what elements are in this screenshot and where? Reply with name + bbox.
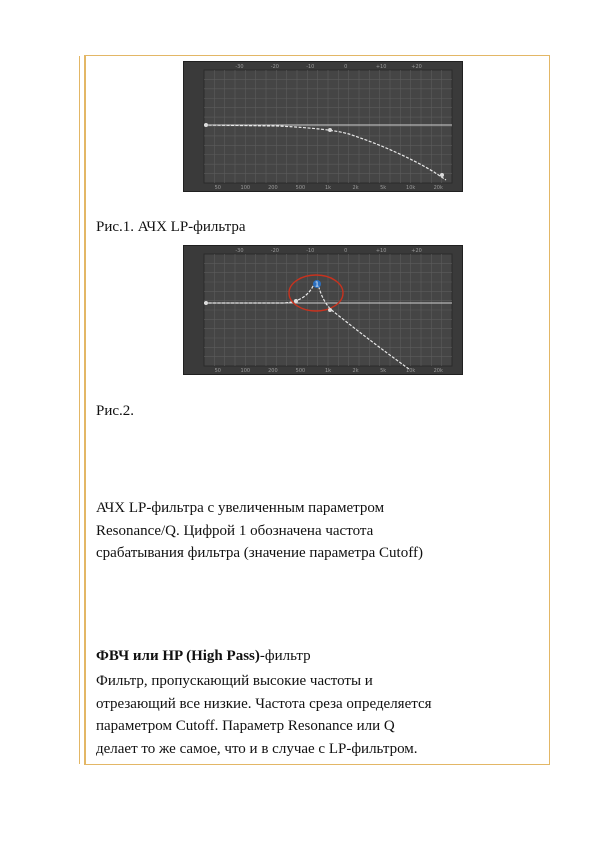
hp-heading-suffix: -фильтр <box>259 648 311 664</box>
description-line: срабатывания фильтра (значение параметра Cutoff) <box>96 545 423 561</box>
description-line: АЧХ LP-фильтра с увеличенным параметром <box>96 500 385 516</box>
top-tick-label: -10 <box>306 64 315 70</box>
bottom-tick-label: 5k <box>380 185 387 191</box>
description-line: Resonance/Q. Цифрой 1 обозначена частота <box>96 522 374 539</box>
paragraph-line: делает то же самое, что и в случае с LP-фильтром. <box>96 740 418 757</box>
curve-handle <box>204 301 208 305</box>
top-tick-label: 0 <box>344 64 348 70</box>
bottom-tick-label: 500 <box>295 368 306 374</box>
bottom-tick-label: 200 <box>268 185 278 191</box>
bottom-tick-label: 500 <box>295 185 306 191</box>
bottom-tick-label: 50 <box>214 368 221 374</box>
top-tick-label: -20 <box>270 248 279 254</box>
curve-handle <box>294 299 298 303</box>
bottom-tick-label: 1k <box>324 368 332 374</box>
hp-heading-bold: ФВЧ или HP (High Pass) <box>96 648 260 664</box>
hp-filter-paragraph <box>96 670 548 760</box>
figure-2-plot <box>183 245 463 375</box>
bottom-tick-label: 10k <box>406 185 416 191</box>
bottom-tick-label: 20k <box>433 368 443 374</box>
paragraph-line: отрезающий все низкие. Частота среза определяется <box>96 695 432 712</box>
bottom-tick-label: 20k <box>433 185 443 191</box>
lp-frequency-response-graph <box>184 62 462 191</box>
curve-handle <box>328 308 332 312</box>
figure-2-caption: Рис.2. <box>96 403 135 419</box>
figure-1-caption: Рис.1. АЧХ LP-фильтра <box>96 219 246 235</box>
bottom-tick-label: 5k <box>380 368 387 374</box>
figure-1-plot <box>183 61 463 192</box>
top-tick-label: +10 <box>375 64 387 70</box>
cutoff-marker-label: 1 <box>314 280 320 289</box>
bottom-tick-label: 1k <box>324 185 332 191</box>
bottom-tick-label: 100 <box>240 185 251 191</box>
figure-2-description <box>96 497 548 565</box>
lp-resonance-response-graph <box>184 246 462 374</box>
top-tick-label: +10 <box>375 248 387 254</box>
bottom-tick-label: 2k <box>352 185 359 191</box>
bottom-tick-label: 200 <box>268 368 278 374</box>
bottom-tick-label: 50 <box>214 185 221 191</box>
top-tick-label: 0 <box>344 248 348 254</box>
bottom-tick-label: 2k <box>352 368 359 374</box>
top-tick-label: -20 <box>270 64 279 70</box>
top-tick-label: +20 <box>411 64 422 70</box>
bottom-tick-label: 10k <box>406 368 416 374</box>
curve-handle <box>440 173 444 177</box>
curve-handle <box>328 128 332 132</box>
top-tick-label: +20 <box>411 248 422 254</box>
hp-filter-heading <box>96 648 311 665</box>
paragraph-line: параметром Cutoff. Параметр Resonance или Q <box>96 718 395 734</box>
top-tick-label: -10 <box>306 248 315 254</box>
paragraph-line: Фильтр, пропускающий высокие частоты и <box>96 673 373 689</box>
curve-handle <box>204 123 208 127</box>
bottom-tick-label: 100 <box>240 368 251 374</box>
top-tick-label: -30 <box>235 248 244 254</box>
top-tick-label: -30 <box>235 64 244 70</box>
